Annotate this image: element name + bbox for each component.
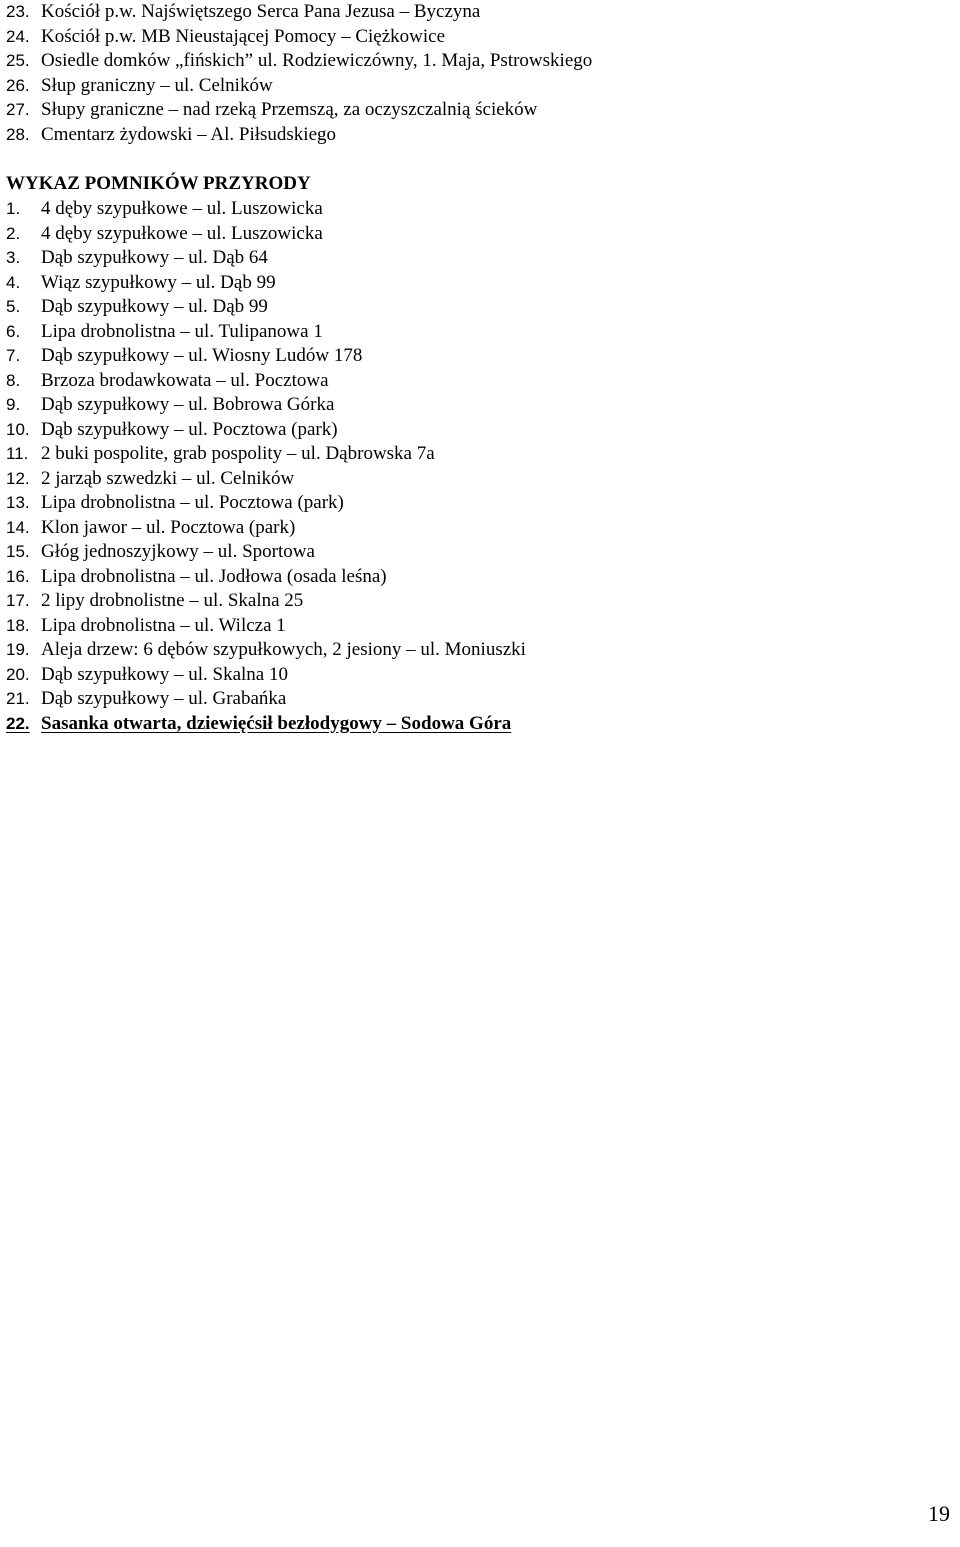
list-item-number: 20. [6, 664, 30, 684]
list-item-text: Aleja drzew: 6 dębów szypułkowych, 2 jesiony – ul. Moniuszki [41, 639, 526, 660]
list-item [6, 687, 946, 712]
nature-monuments-list [6, 197, 946, 736]
list-item-number: 25. [6, 51, 30, 70]
list-item-text: Lipa drobnolistna – ul. Wilcza 1 [41, 614, 286, 636]
list-item-text: Głóg jednoszyjkowy – ul. Sportowa [41, 541, 315, 562]
list-item-text: Klon jawor – ul. Pocztowa (park) [41, 516, 296, 538]
list-item [6, 222, 946, 247]
document-body [6, 0, 946, 736]
list-item-text: Dąb szypułkowy – ul. Dąb 99 [41, 296, 268, 317]
list-item-number: 27. [6, 100, 30, 119]
list-item [6, 589, 946, 614]
list-item-text: Dąb szypułkowy – ul. Pocztowa (park) [41, 418, 338, 440]
list-item-text: Kościół p.w. MB Nieustającej Pomocy – Ciężkowice [41, 25, 446, 47]
list-item [6, 25, 946, 50]
list-item [6, 467, 946, 492]
list-item-text: Dąb szypułkowy – ul. Grabańka [41, 688, 287, 709]
list-item-text: 4 dęby szypułkowe – ul. Luszowicka [41, 222, 323, 244]
list-item [6, 320, 946, 345]
list-item-text: Kościół p.w. Najświętszego Serca Pana Jezusa – Byczyna [41, 1, 481, 22]
list-item [6, 344, 946, 369]
list-item [6, 540, 946, 565]
list-item [6, 393, 946, 418]
list-item-text: Słupy graniczne – nad rzeką Przemszą, za oczyszczalnią ścieków [41, 99, 538, 120]
list-item-text: Dąb szypułkowy – ul. Bobrowa Górka [41, 394, 335, 415]
list-item-number: 3. [6, 248, 21, 267]
list-item-text: Dąb szypułkowy – ul. Dąb 64 [41, 247, 268, 268]
list-item [6, 663, 946, 688]
list-item-text: Dąb szypułkowy – ul. Skalna 10 [41, 663, 288, 685]
list-item [6, 246, 946, 271]
page-number: 19 [928, 1501, 950, 1526]
list-item-text: Lipa drobnolistna – ul. Jodłowa (osada leśna) [41, 565, 387, 587]
list-item-number: 9. [6, 395, 21, 414]
list-item [6, 369, 946, 394]
list-item-text: Dąb szypułkowy – ul. Wiosny Ludów 178 [41, 345, 363, 366]
list-item-text: Brzoza brodawkowata – ul. Pocztowa [41, 369, 329, 391]
list-item-number: 11. [6, 444, 29, 463]
list-item [6, 516, 946, 541]
list-item-text: Lipa drobnolistna – ul. Pocztowa (park) [41, 492, 344, 513]
list-item-text: Słup graniczny – ul. Celników [41, 74, 273, 96]
list-item-text: 4 dęby szypułkowe – ul. Luszowicka [41, 198, 323, 219]
list-item [6, 614, 946, 639]
list-item [6, 49, 946, 74]
list-item-emphasized [6, 712, 946, 737]
list-item-number: 26. [6, 75, 30, 95]
list-item [6, 197, 946, 222]
list-item-number: 15. [6, 542, 30, 561]
list-item-number: 5. [6, 297, 21, 316]
list-item-text: 2 jarząb szwedzki – ul. Celników [41, 467, 295, 489]
list-item-text: Wiąz szypułkowy – ul. Dąb 99 [41, 271, 276, 293]
list-item-number: 21. [6, 689, 30, 708]
list-item [6, 442, 946, 467]
list-item-number: 7. [6, 346, 21, 365]
list-item-text: 2 buki pospolite, grab pospolity – ul. Dąbrowska 7a [41, 443, 435, 464]
list-item [6, 0, 946, 25]
list-item [6, 123, 946, 148]
section-heading: WYKAZ POMNIKÓW PRZYRODY [6, 173, 311, 194]
list-item-text: Cmentarz żydowski – Al. Piłsudskiego [41, 123, 337, 145]
list-item-text: 2 lipy drobnolistne – ul. Skalna 25 [41, 590, 304, 611]
list-item-number: 17. [6, 591, 30, 610]
list-item-number: 2. [6, 223, 21, 243]
list-item-number: 28. [6, 124, 30, 144]
list-item-number: 12. [6, 468, 30, 488]
list-item [6, 638, 946, 663]
list-item [6, 98, 946, 123]
list-item-number: 4. [6, 272, 21, 292]
list-item [6, 418, 946, 443]
list-item-text: Osiedle domków „fińskich” ul. Rodziewiczówny, 1. Maja, Pstrowskiego [41, 50, 593, 71]
list-item-number: 13. [6, 493, 30, 512]
list-item [6, 491, 946, 516]
list-item-number: 6. [6, 321, 21, 341]
list-item-number: 19. [6, 640, 30, 659]
list-item-number: 16. [6, 566, 30, 586]
list-item-number: 1. [6, 199, 21, 218]
list-item [6, 565, 946, 590]
list-item-number: 10. [6, 419, 30, 439]
list-item-number: 8. [6, 370, 21, 390]
list-item-number: 23. [6, 2, 30, 21]
list-item [6, 271, 946, 296]
list-item-text: Lipa drobnolistna – ul. Tulipanowa 1 [41, 320, 323, 342]
list-item-text: Sasanka otwarta, dziewięćsił bezłodygowy – Sodowa Góra [41, 712, 512, 734]
list-item [6, 74, 946, 99]
heritage-list [6, 0, 946, 147]
list-item-number: 22. [6, 713, 30, 733]
list-item [6, 295, 946, 320]
list-item-number: 14. [6, 517, 30, 537]
list-item-number: 24. [6, 26, 30, 46]
list-item-number: 18. [6, 615, 30, 635]
